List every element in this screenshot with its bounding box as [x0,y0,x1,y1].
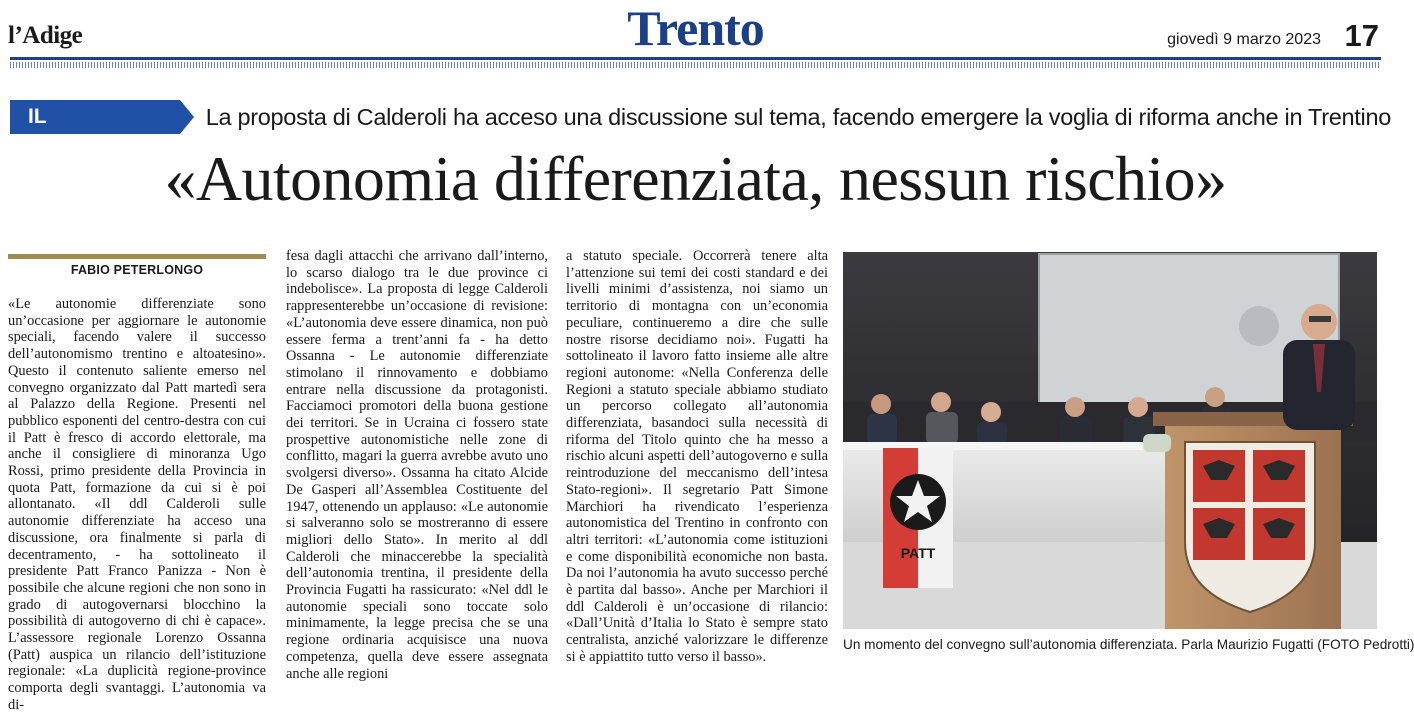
kicker-arrow-icon [180,100,194,134]
kicker-text: La proposta di Calderoli ha acceso una discussione sul tema, facendo emergere la voglia di riforma anche in Trentino [205,103,1391,130]
article-photo [843,252,1377,629]
podium [1153,412,1353,629]
headline: «Autonomia differenziata, nessun rischio» [164,143,1227,214]
byline: FABIO PETERLONGO [70,263,204,277]
flowers [1143,434,1171,452]
banner-text: PATT [900,545,936,561]
newspaper-brand: l’Adige [8,22,83,49]
masthead-dotted-rule [10,62,1381,68]
photo-caption: Un momento del convegno sull’autonomia differenziata. Parla Maurizio Fugatti (FOTO Pedrotti) [843,637,1414,652]
article-column-2 [286,248,548,682]
kicker [10,100,1391,162]
screen-logo-icon [1239,306,1279,346]
article-column-3 [566,248,828,665]
byline-rule [8,254,266,259]
article-text: a statuto speciale. Occorrerà tenere alta l’attenzione sui temi dei costi standard e dei livelli minimi d’assistenza, noi siamo un territorio di montagna con un’economia peculiare, continueremo a dire che sulle nostre risorse decidiamo noi». Fugatti ha sottolineato il lavoro fatto insieme alle altre regioni autonome: «Nella Conferenza delle Regioni a statuto speciale abbiamo studiato un percorso collegato all’autonomia differenziata, basandoci sulla necessità di riforma del Titolo quinto che ha messo a rischio alcuni aspetti dell’autogoverno e sulla reintroduzione del meccanismo dell’intesa Stato-regioni». Il segretario Patt Simone Marchiori ha rivendicato l’esperienza autonomistica del Trentino in confronto con altri territori: «L’autonomia come istituzioni e come disponibilità economiche non basta. Da noi l’autonomia ha avuto successo perché è partita dal basso». Anche per Marchiori il ddl Calderoli è un’occasione di rilancio: «Dall’Unità d’Italia lo Stato è sempre stato centralista, anziché valorizzare le differenze si è appiattito tutto verso il basso». [566,248,828,665]
issue-date: giovedì 9 marzo 2023 [1167,31,1321,48]
page-number: 17 [1344,18,1379,53]
article-text: «Le autonomie differenziate sono un’occasione per aggiornare le autonomie speciali, facendo valere il successo dell’autonomismo trentino e altoatesino». Questo il contenuto saliente emerso nel convegno organizzato dal Patt martedì sera al Palazzo della Regione. Presenti nel pubblico esponenti del centro-destra con cui il Patt è fresco di accordo elettorale, ma anche il consigliere di minoranza Ugo Rossi, primo presidente della Provincia in quota Patt, formazione da cui si è poi allontanato. «Il ddl Calderoli sulle autonomie differenziate ha acceso una discussione, ora finalmente si parla di decentramento, - ha sottolineato il presidente Patt Franco Panizza - Non è possibile che alcune regioni che non sono in grado di autogovernarsi blocchino la possibilità di autogoverno di chi è capace». L’assessore regionale Lorenzo Ossanna (Patt) auspica un rilancio dell’istituzione regionale: «La duplicità regione-province comporta degli svantaggi. L’autonomia va di- [8,296,266,713]
article-column-1 [8,296,266,713]
conference-scene [843,252,1377,629]
article-text: fesa dagli attacchi che arrivano dall’interno, lo scarso dialogo tra le due province ci indebolisce». La proposta di legge Calderoli rappresenterebbe un’occasione di revisione: «L’autonomia deve essere dinamica, non può essere ferma a trent’anni fa - ha detto Ossanna - Le autonomie differenziate stimolano il rinnovamento e dobbiamo entrare nella discussione da protagonisti. Facciamoci promotori della buona gestione dei territori. Se in Ucraina ci fossero state prospettive autonomistiche nelle zone di conflitto, magari la guerra avrebbe avuto uno svolgersi diverso». Ossanna ha citato Alcide De Gasperi all’Assemblea Costituente del 1947, ottenendo un applauso: «Le autonomie si salveranno solo se mostreranno di essere migliori dello Stato». In merito al ddl Calderoli che minaccerebbe la specialità dell’autonomia trentina, il presidente della Provincia Fugatti ha rassicurato: «Nel ddl le autonomie speciali sono toccate solo minimamente, la legge precisa che se una regione ordinaria acquisisce una nuova competenza, quella deve essere assegnata anche alle regioni [286,248,548,682]
masthead-rule [10,57,1381,60]
party-banner [883,448,953,588]
section-title: Trento [627,0,764,56]
kicker-tag: IL CONVEGNO [10,100,180,134]
